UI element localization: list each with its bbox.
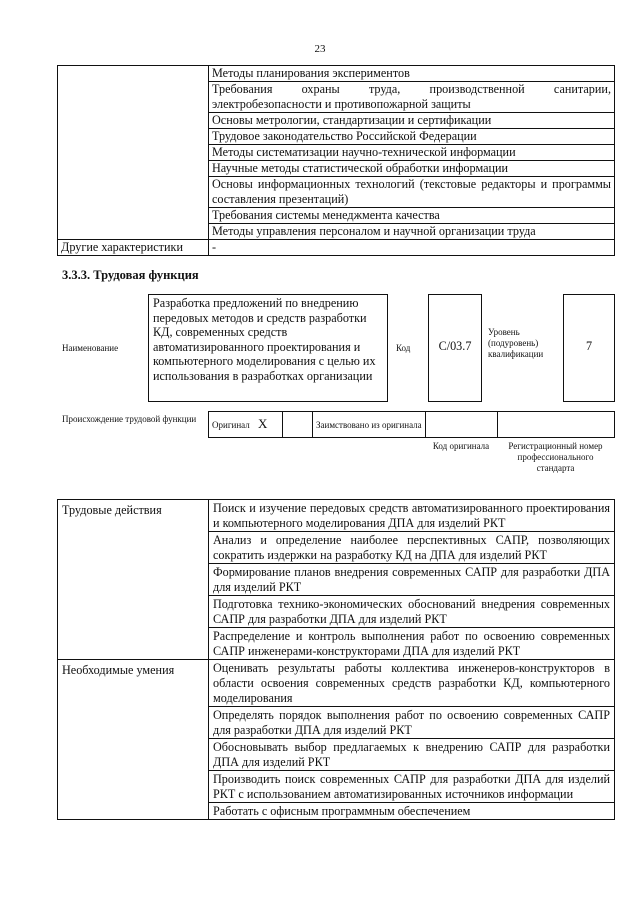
skill-item: Производить поиск современных САПР для разработки ДПА для изделий РКТ с использованием автоматизированных источников информации [209,771,615,803]
borrowed-label: Заимствовано из оригинала [313,412,426,438]
knowledge-item: Научные методы статистической обработки информации [209,161,615,177]
actions-label: Трудовые действия [58,500,209,660]
code-label: Код [396,343,411,353]
action-item: Подготовка технико-экономических обоснований внедрения современных САПР для разработки ДПА для изделий РКТ [209,596,615,628]
knowledge-item: Методы систематизации научно-технической информации [209,145,615,161]
name-label: Наименование [62,343,119,353]
function-details-table [57,499,615,820]
original-cell [209,412,283,438]
action-item: Распределение и контроль выполнения работ по освоению современных САПР инженерами-конструкторами ДПА для изделий РКТ [209,628,615,660]
function-name-box: Разработка предложений по внедрению передовых методов и средств разработки КД, современных средств автоматизированного проектирования и компьютерного моделирования с целью их использования в разработках организации [148,294,388,402]
skills-label: Необходимые умения [58,660,209,820]
skill-item: Оценивать результаты работы коллектива инженеров-конструкторов в области освоения современных средств разработки КД, компьютерного моделирования [209,660,615,707]
skill-item: Определять порядок выполнения работ по освоению современных САПР для разработки ДПА для изделий РКТ [209,707,615,739]
code-original-caption: Код оригинала [432,441,490,451]
knowledge-item: Трудовое законодательство Российской Федерации [209,129,615,145]
qualification-level-box: 7 [563,294,615,402]
action-item: Формирование планов внедрения современных САПР для разработки ДПА для изделий РКТ [209,564,615,596]
action-item: Анализ и определение наиболее перспективных САПР, позволяющих сократить издержки на разработку КД на ДПА для изделий РКТ [209,532,615,564]
original-label: Оригинал [212,420,250,430]
skill-item: Обосновывать выбор предлагаемых к внедрению САПР для разработки ДПА для изделий РКТ [209,739,615,771]
table-row [58,66,615,82]
origin-label: Происхождение трудовой функции [62,414,197,424]
knowledge-item: Требования системы менеджмента качества [209,208,615,224]
other-characteristics-value: - [209,240,615,256]
knowledge-item: Основы информационных технологий (текстовые редакторы и программы составления презентаций) [209,177,615,208]
knowledge-item: Методы управления персоналом и научной организации труда [209,224,615,240]
knowledge-item: Методы планирования экспериментов [209,66,615,82]
code-original-cell [426,412,498,438]
table-row [209,412,615,438]
table-row [58,660,615,707]
level-label: Уровень (подуровень) квалификации [488,327,544,359]
other-characteristics-label: Другие характеристики [58,240,209,256]
function-code-box: С/03.7 [428,294,482,402]
table-row [58,500,615,532]
original-mark: X [257,416,268,431]
original-mark-cell [283,412,313,438]
origin-table [208,411,615,438]
knowledge-item: Основы метрологии, стандартизации и сертификации [209,113,615,129]
knowledge-item: Требования охраны труда, производственной санитарии, электробезопасности и противопожарной защиты [209,82,615,113]
knowledge-table [57,65,615,256]
reg-number-caption: Регистрационный номер профессионального стандарта [508,441,603,473]
action-item: Поиск и изучение передовых средств автоматизированного проектирования и компьютерного моделирования ДПА для изделий РКТ [209,500,615,532]
reg-number-cell [498,412,615,438]
table-row [58,240,615,256]
skill-item: Работать с офисным программным обеспечением [209,803,615,820]
knowledge-label-cell [58,66,209,240]
section-title: 3.3.3. Трудовая функция [62,268,199,282]
page-number: 23 [314,43,326,55]
